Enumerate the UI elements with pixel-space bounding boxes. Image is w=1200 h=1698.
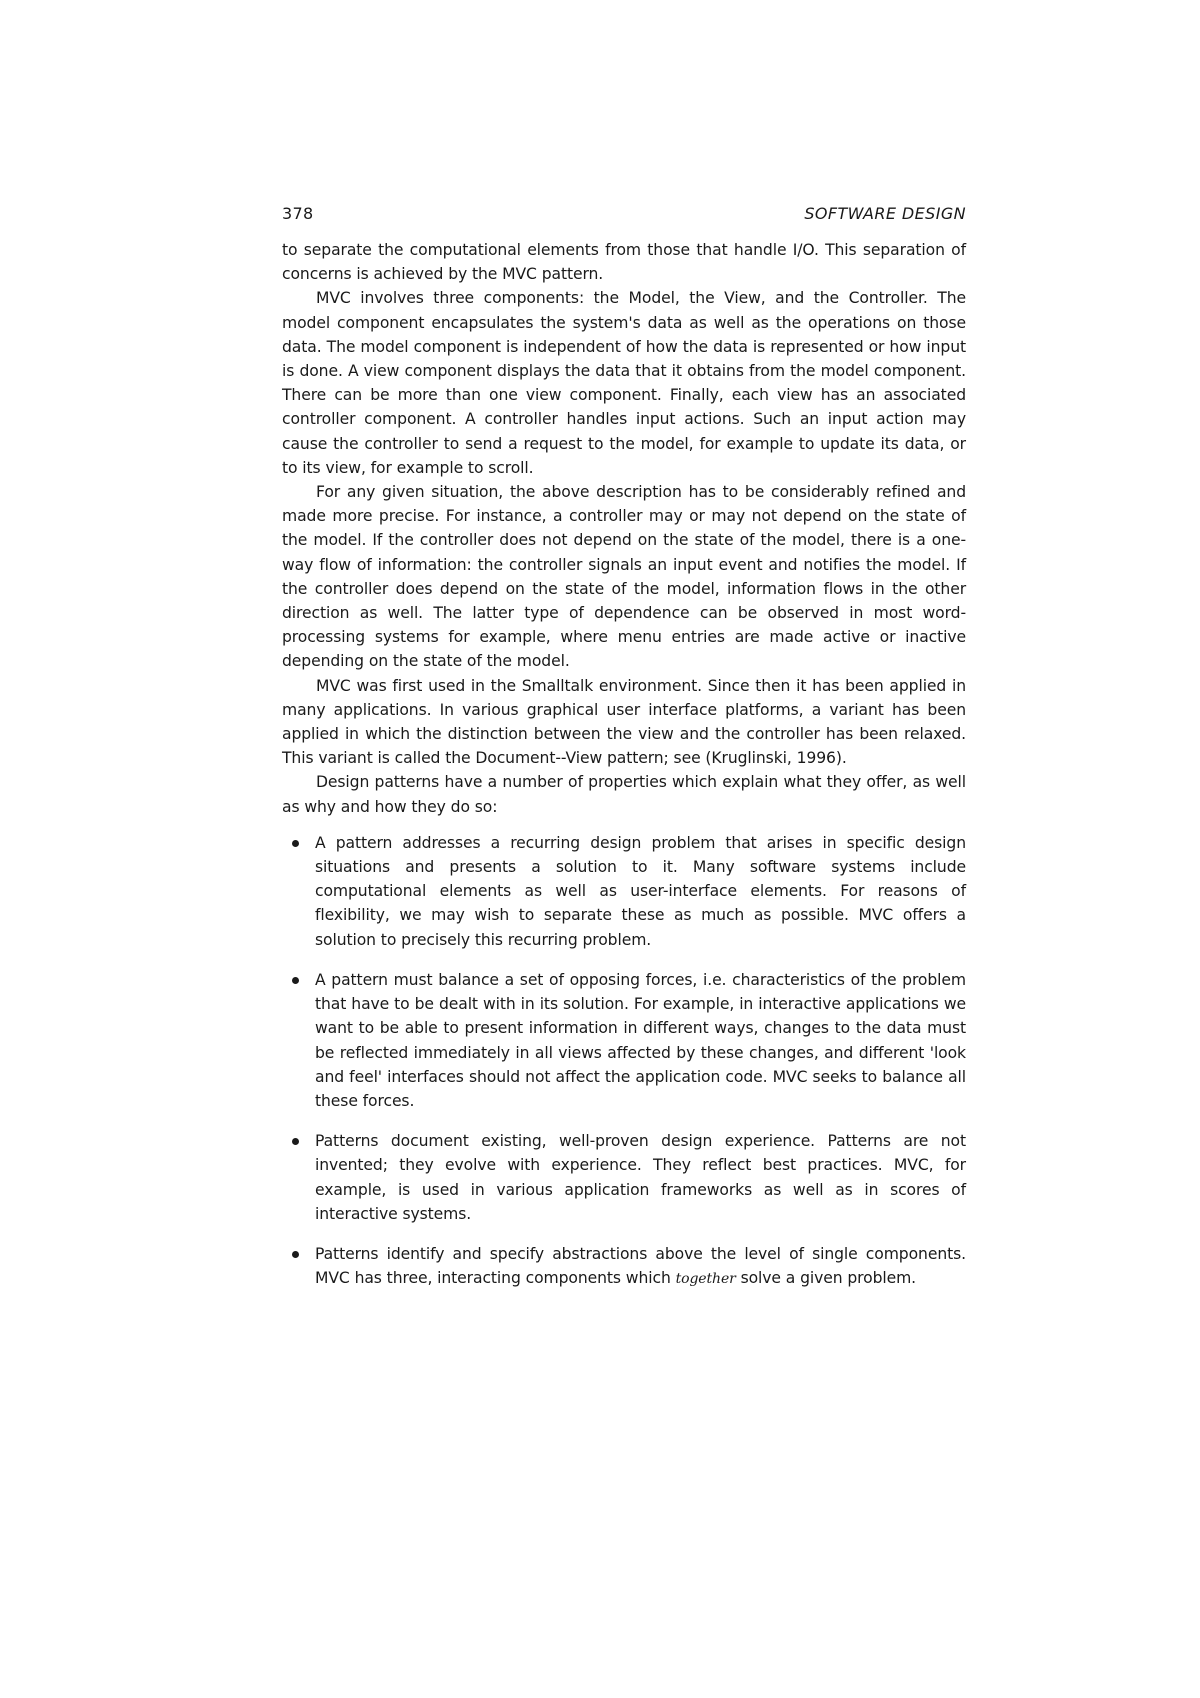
- list-item: [282, 1129, 966, 1226]
- properties-list: [282, 831, 966, 1291]
- paragraph-continuation: to separate the computational elements from those that handle I/O. This separation of concerns is achieved by the MVC pattern.: [282, 241, 966, 284]
- page-number: 378: [282, 204, 314, 223]
- list-item-text-after: solve a given problem.: [735, 1269, 917, 1288]
- paragraph-properties-intro: Design patterns have a number of properties which explain what they offer, as well as why and how they do so:: [282, 773, 966, 816]
- list-item-text: A pattern addresses a recurring design problem that arises in specific design situations and presents a solution to it. Many software systems include computational elements as well as user-interface elements. For reasons of flexibility, we may wish to separate these as much as possible. MVC offers a solution to precisely this recurring problem.: [315, 833, 966, 949]
- list-item-text-before: Patterns identify and specify abstractions above the level of single components. MVC has three, interacting components which: [315, 1244, 966, 1288]
- list-item-text: A pattern must balance a set of opposing forces, i.e. characteristics of the problem that have to be dealt with in its solution. For example, in interactive applications we want to be able to present information in different ways, changes to the data must be reflected immediately in all views affected by these changes, and different 'look and feel' interfaces should not affect the application code. MVC seeks to balance all these forces.: [315, 970, 966, 1110]
- bullet-icon: [292, 1138, 299, 1145]
- paragraph-smalltalk: MVC was first used in the Smalltalk environment. Since then it has been applied in many applications. In various graphical user interface platforms, a variant has been applied in which the distinction between the view and the controller has been relaxed. This variant is called the Document--View pattern; see (Kruglinski, 1996).: [282, 676, 966, 768]
- list-item-text: Patterns document existing, well-proven design experience. Patterns are not invented; they evolve with experience. They reflect best practices. MVC, for example, is used in various application frameworks as well as in scores of interactive systems.: [315, 1132, 966, 1223]
- list-item: [282, 1242, 966, 1291]
- book-page: [282, 204, 966, 1307]
- bullet-icon: [292, 1251, 299, 1258]
- paragraph-mvc-components: MVC involves three components: the Model, the View, and the Controller. The model component encapsulates the system's data as well as the operations on those data. The model component is independent of how the data is represented or how input is done. A view component displays the data that it obtains from the model component. There can be more than one view component. Finally, each view has an associated controller component. A controller handles input actions. Such an input action may cause the controller to send a request to the model, for example to update its data, or to its view, for example to scroll.: [282, 289, 966, 477]
- section-title: SOFTWARE DESIGN: [804, 204, 966, 223]
- list-item: [282, 831, 966, 952]
- body-text: [282, 238, 966, 1291]
- bullet-icon: [292, 977, 299, 984]
- list-item: [282, 968, 966, 1113]
- bullet-icon: [292, 840, 299, 847]
- paragraph-refinement: For any given situation, the above description has to be considerably refined and made more precise. For instance, a controller may or may not depend on the state of the model. If the controller does not depend on the state of the model, there is a one-way flow of information: the controller signals an input event and notifies the model. If the controller does depend on the state of the model, information flows in the other direction as well. The latter type of dependence can be observed in most word-processing systems for example, where menu entries are made active or inactive depending on the state of the model.: [282, 483, 966, 671]
- running-header: [282, 204, 966, 228]
- emphasis-text: together: [675, 1271, 736, 1288]
